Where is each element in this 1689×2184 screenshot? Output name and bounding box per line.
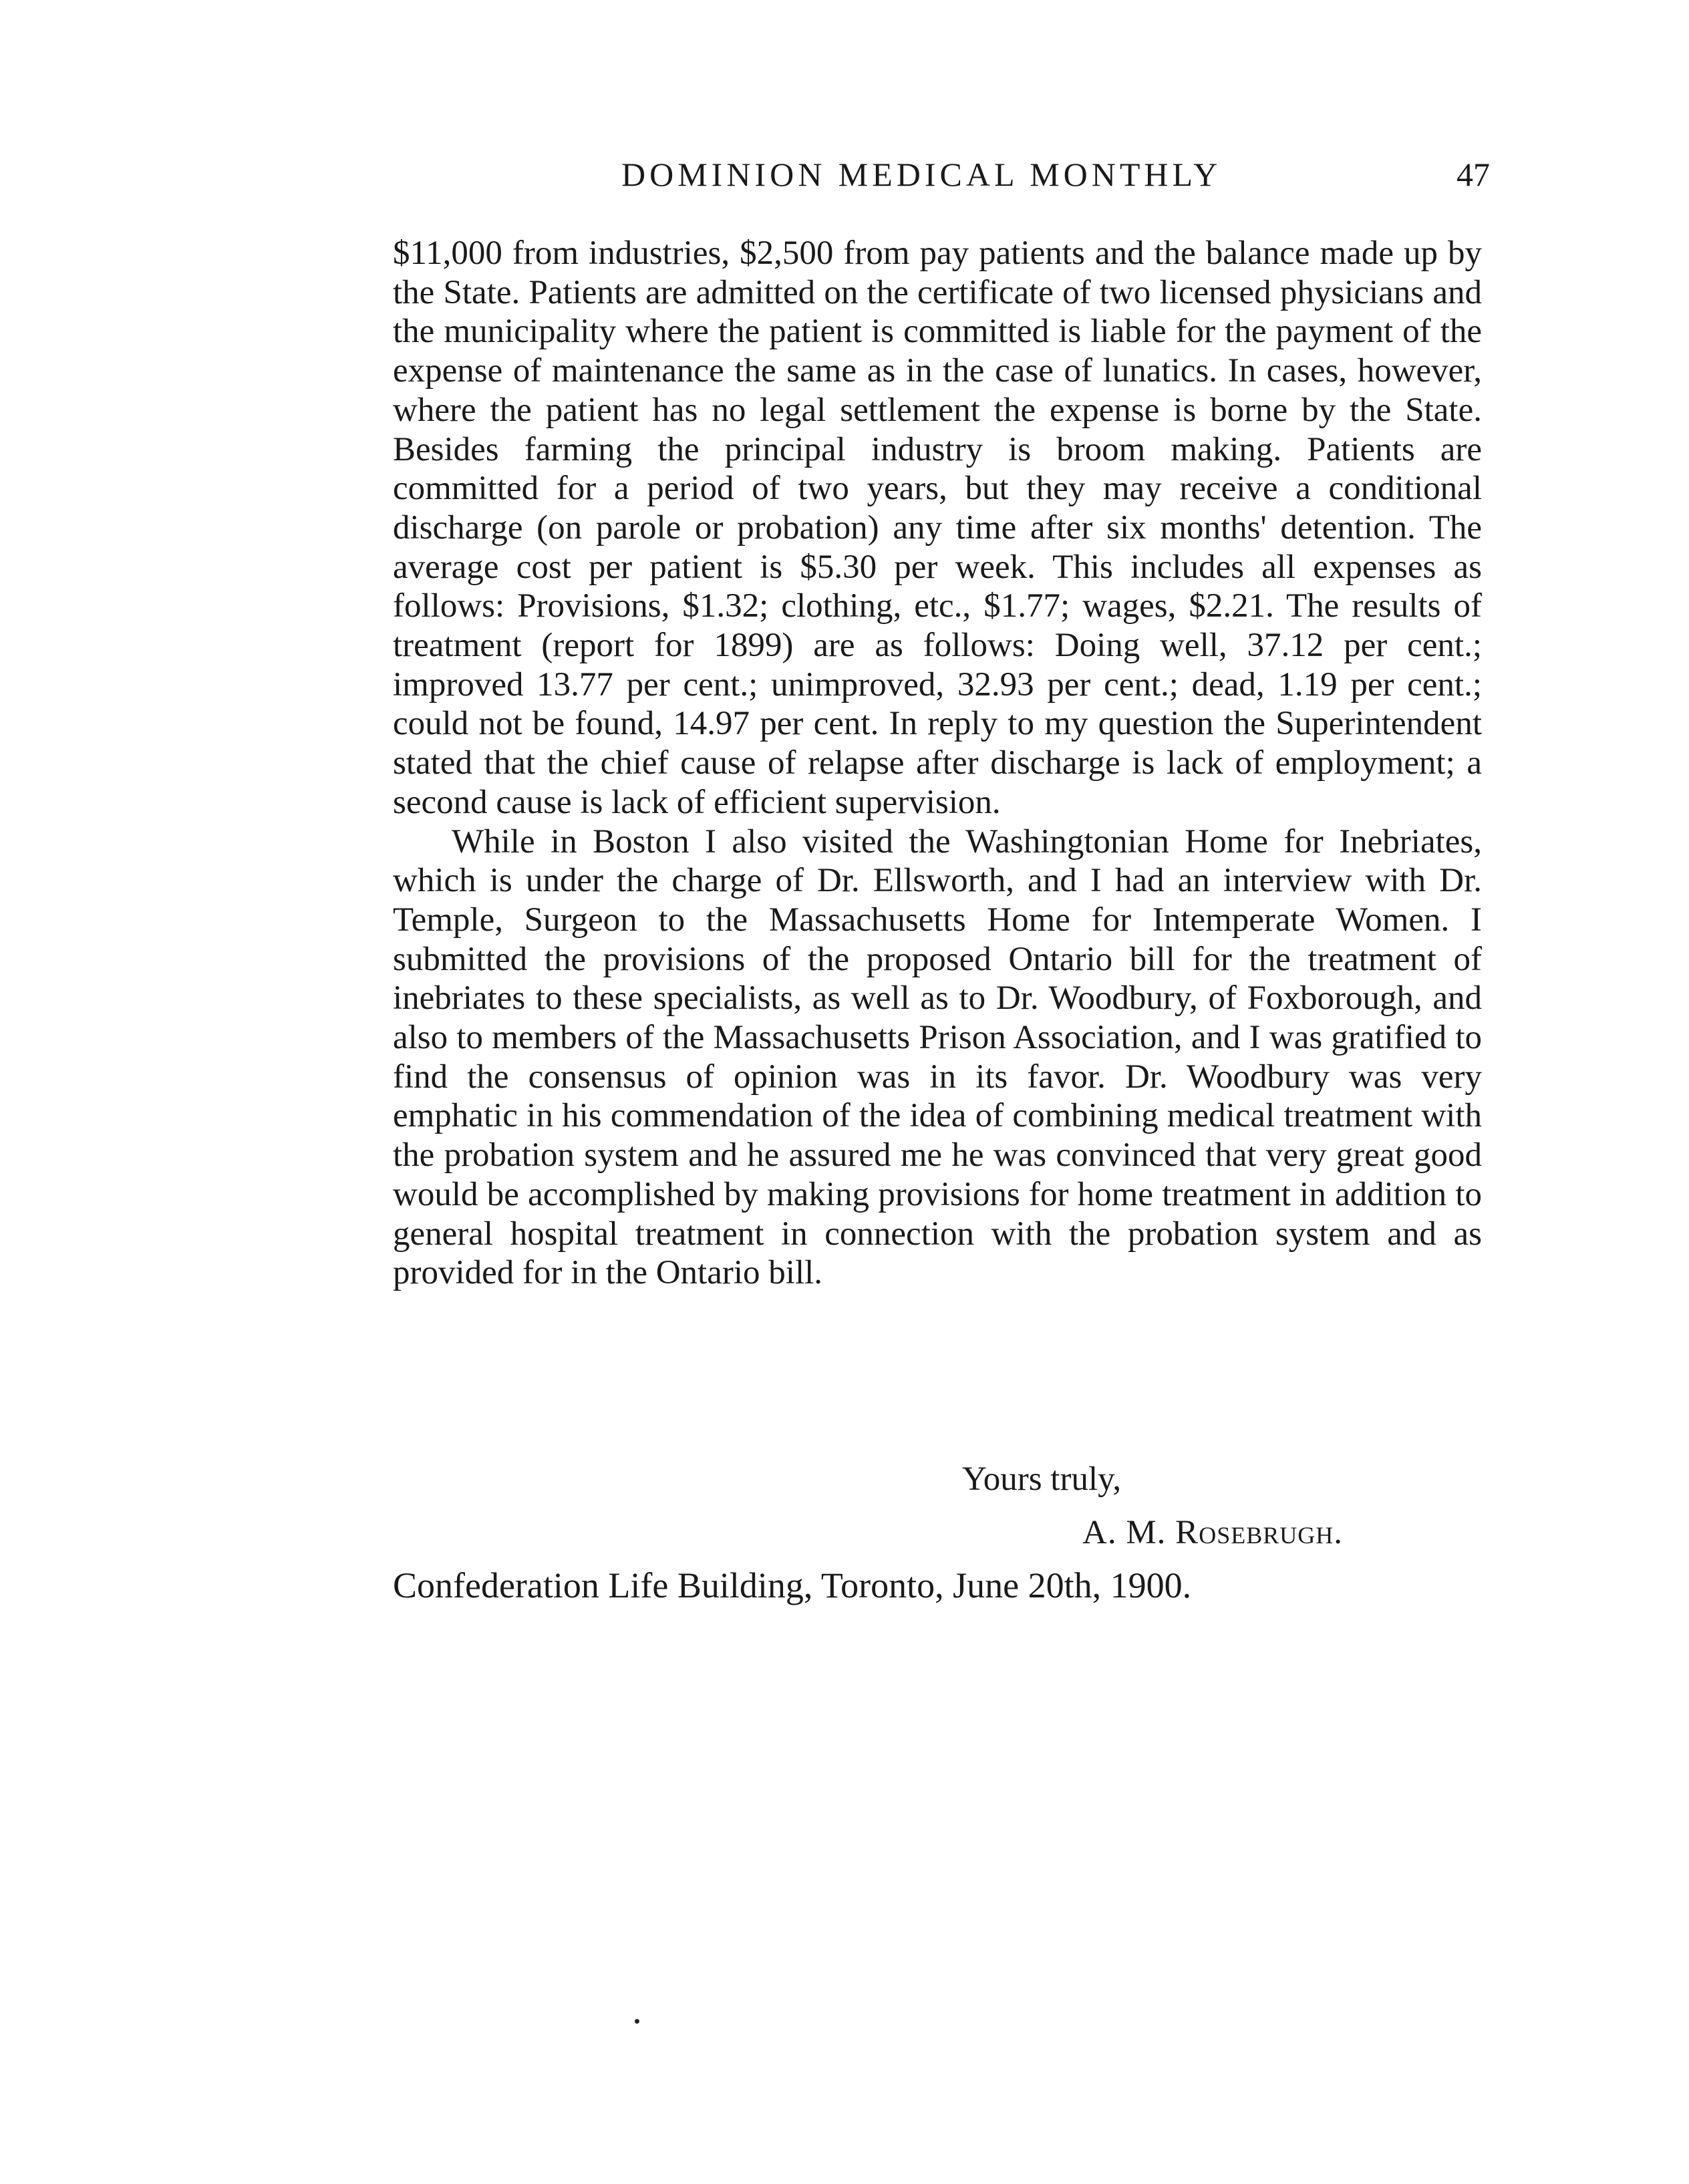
page-header	[621, 155, 1490, 208]
article-body	[393, 234, 1482, 1293]
running-title: DOMINION MEDICAL MONTHLY	[621, 156, 1222, 193]
paragraph: While in Boston I also visited the Washingtonian Home for Inebriates, which is under the charge of Dr. Ellsworth, and I had an interview with Dr. Temple, Surgeon to the Massachusetts Home for Intemperate Women. I submitted the provisions of the proposed Ontario bill for the treatment of inebriates to these specialists, as well as to Dr. Woodbury, of Foxborough, and also to members of the Massachusetts Prison Association, and I was gratified to find the consensus of opinion was in its favor. Dr. Woodbury was very emphatic in his commendation of the idea of combining medical treatment with the probation system and he assured me he was convinced that very great good would be accomplished by making provisions for home treatment in addition to general hospital treatment in connection with the probation system and as provided for in the Ontario bill.	[393, 822, 1482, 1292]
paragraph: $11,000 from industries, $2,500 from pay patients and the balance made up by the State. Patients are admitted on the certificate of two licensed physicians and the municipality where the patient is committed is liable for the payment of the expense of maintenance the same as in the case of lunatics. In cases, however, where the patient has no legal settlement the expense is borne by the State. Besides farming the principal industry is broom making. Patients are committed for a period of two years, but they may receive a conditional discharge (on parole or probation) any time after six months' detention. The average cost per patient is $5.30 per week. This includes all expenses as follows: Provisions, $1.32; clothing, etc., $1.77; wages, $2.21. The results of treatment (report for 1899) are as follows: Doing well, 37.12 per cent.; improved 13.77 per cent.; unimproved, 32.93 per cent.; dead, 1.19 per cent.; could not be found, 14.97 per cent. In reply to my question the Superintendent stated that the chief cause of relapse after discharge is lack of employment; a second cause is lack of efficient supervision.	[393, 235, 1482, 821]
page-number: 47	[1456, 156, 1490, 193]
letter-closing: Yours truly,	[962, 1460, 1122, 1498]
author-signature: A. M. Rosebrugh.	[1082, 1514, 1343, 1551]
print-speck	[635, 2019, 639, 2024]
dateline: Confederation Life Building, Toronto, June 20th, 1900.	[393, 1565, 1192, 1605]
